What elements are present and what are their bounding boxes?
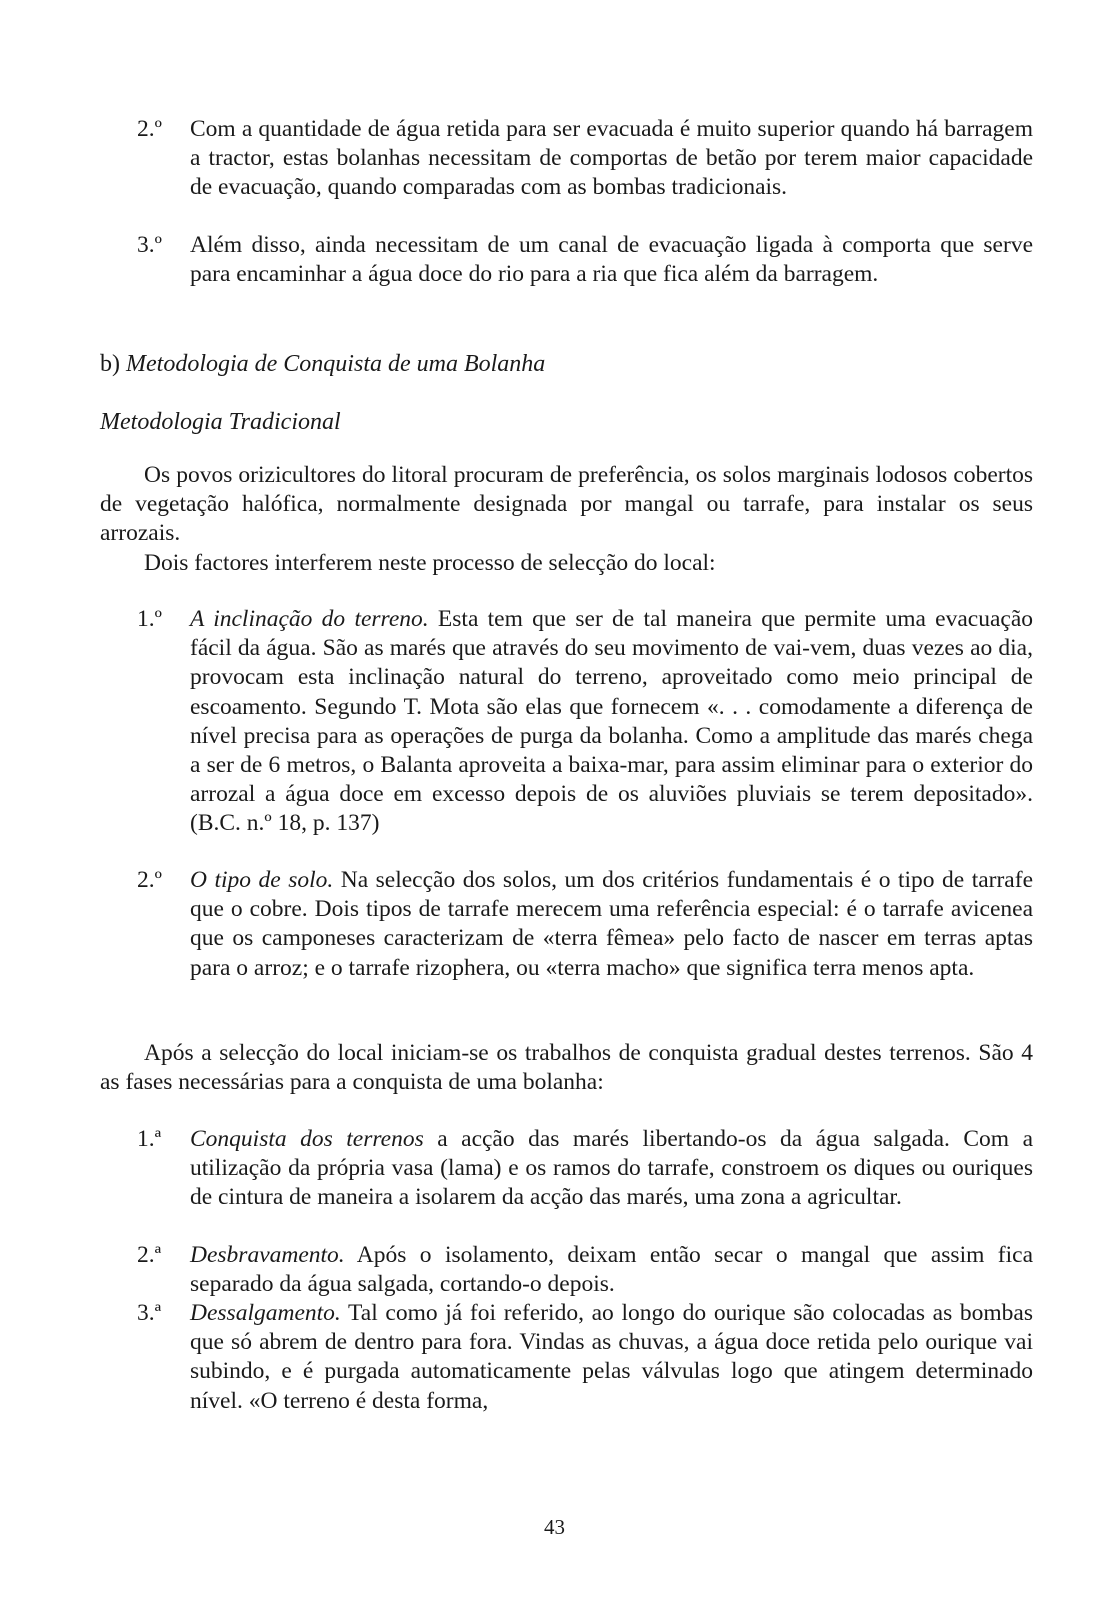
list-item-number: 2.º — [137, 867, 162, 893]
list-item — [137, 115, 1033, 203]
list-item — [137, 1299, 1033, 1416]
section-title: Metodologia de Conquista de uma Bolanha — [126, 351, 546, 377]
list-item-number: 2.ª — [137, 1242, 162, 1268]
list-item-number: 3.ª — [137, 1300, 162, 1326]
list-item-text — [190, 605, 1033, 839]
section-heading — [100, 350, 545, 379]
list-item-body: Tal como já foi referido, ao longo do ourique são colocadas as bombas que só abrem de dentro para fora. Vindas as chuvas, a água doce retida pelo ourique vai subindo, e é purgada automaticamente pelas válvulas logo que atingem determinado nível. «O terreno é desta forma, — [190, 1300, 1034, 1414]
list-item-text: Além disso, ainda necessitam de um canal de evacuação ligada à comporta que serve para encaminhar a água doce do rio para a ria que fica além da barragem. — [190, 232, 1033, 288]
list-item-body: Após o isolamento, deixam então secar o mangal que assim fica separado da água salgada, cortando-o depois. — [190, 1242, 1033, 1298]
list-item-text — [190, 1299, 1033, 1416]
list-item-title: Conquista dos terrenos — [190, 1126, 424, 1152]
list-item — [137, 605, 1033, 839]
list-item-title: Dessalgamento. — [190, 1300, 341, 1326]
list-item-body: a acção das marés libertando-os da água salgada. Com a utilização da própria vasa (lama) e os ramos do tarrafe, constroem os diques ou ouriques de cintura de maneira a isolarem da acção das marés, uma zona a agricultar. — [190, 1126, 1033, 1211]
list-item-text — [190, 866, 1033, 983]
page-number: 43 — [544, 1515, 565, 1539]
list-item-text — [190, 1125, 1033, 1213]
section-prefix: b) — [100, 351, 120, 377]
list-item-number: 3.º — [137, 232, 162, 258]
list-item — [137, 1125, 1033, 1213]
list-item-number: 2.º — [137, 116, 162, 142]
list-item-number: 1.ª — [137, 1126, 162, 1152]
list-item-body: Na selecção dos solos, um dos critérios fundamentais é o tipo de tarrafe que o cobre. Dois tipos de tarrafe merecem uma referência especial: é o tarrafe avicenea que os camponeses caracterizam de «terra fêmea» pelo facto de nascer em terras aptas para o arroz; e o tarrafe rizophera, ou «terra macho» que significa terra menos apta. — [190, 867, 1033, 981]
list-item — [137, 1241, 1033, 1299]
list-item-body: Esta tem que ser de tal maneira que permite uma evacuação fácil da água. São as marés que através do seu movimento de vai-vem, duas vezes ao dia, provocam esta inclinação natural do terreno, aproveitado como meio principal de escoamento. Segundo T. Mota são elas que fornecem «. . . comodamente a diferença de nível precisa para as operações de purga da bolanha. Como a amplitude das marés chega a ser de 6 metros, o Balanta aproveita a baixa-mar, para assim eliminar para o exterior do arrozal a água doce em excesso depois de os aluviões pluviais se terem depositado». (B.C. n.º 18, p. 137) — [190, 606, 1034, 837]
list-item — [137, 231, 1033, 289]
list-item-number: 1.º — [137, 606, 162, 632]
list-item-text — [190, 1241, 1033, 1299]
list-item-title: Desbravamento. — [190, 1242, 345, 1268]
list-item-title: O tipo de solo. — [190, 867, 334, 893]
list-item-text: Com a quantidade de água retida para ser evacuada é muito superior quando há barragem a tractor, estas bolanhas necessitam de comportas de betão por terem maior capacidade de evacuação, quando comparadas com as bombas tradicionais. — [190, 116, 1033, 201]
factors-line: Dois factores interferem neste processo de selecção do local: — [144, 550, 716, 576]
list-item-title: A inclinação do terreno. — [190, 606, 429, 632]
subheading: Metodologia Tradicional — [100, 409, 341, 435]
intro-paragraph: Os povos orizicultores do litoral procuram de preferência, os solos marginais lodosos cobertos de vegetação halófica, normalmente designada por mangal ou tarrafe, para instalar os seus arrozais. — [100, 462, 1033, 547]
list-item — [137, 866, 1033, 983]
phases-paragraph: Após a selecção do local iniciam-se os trabalhos de conquista gradual destes terrenos. São 4 as fases necessárias para a conquista de uma bolanha: — [100, 1040, 1033, 1096]
